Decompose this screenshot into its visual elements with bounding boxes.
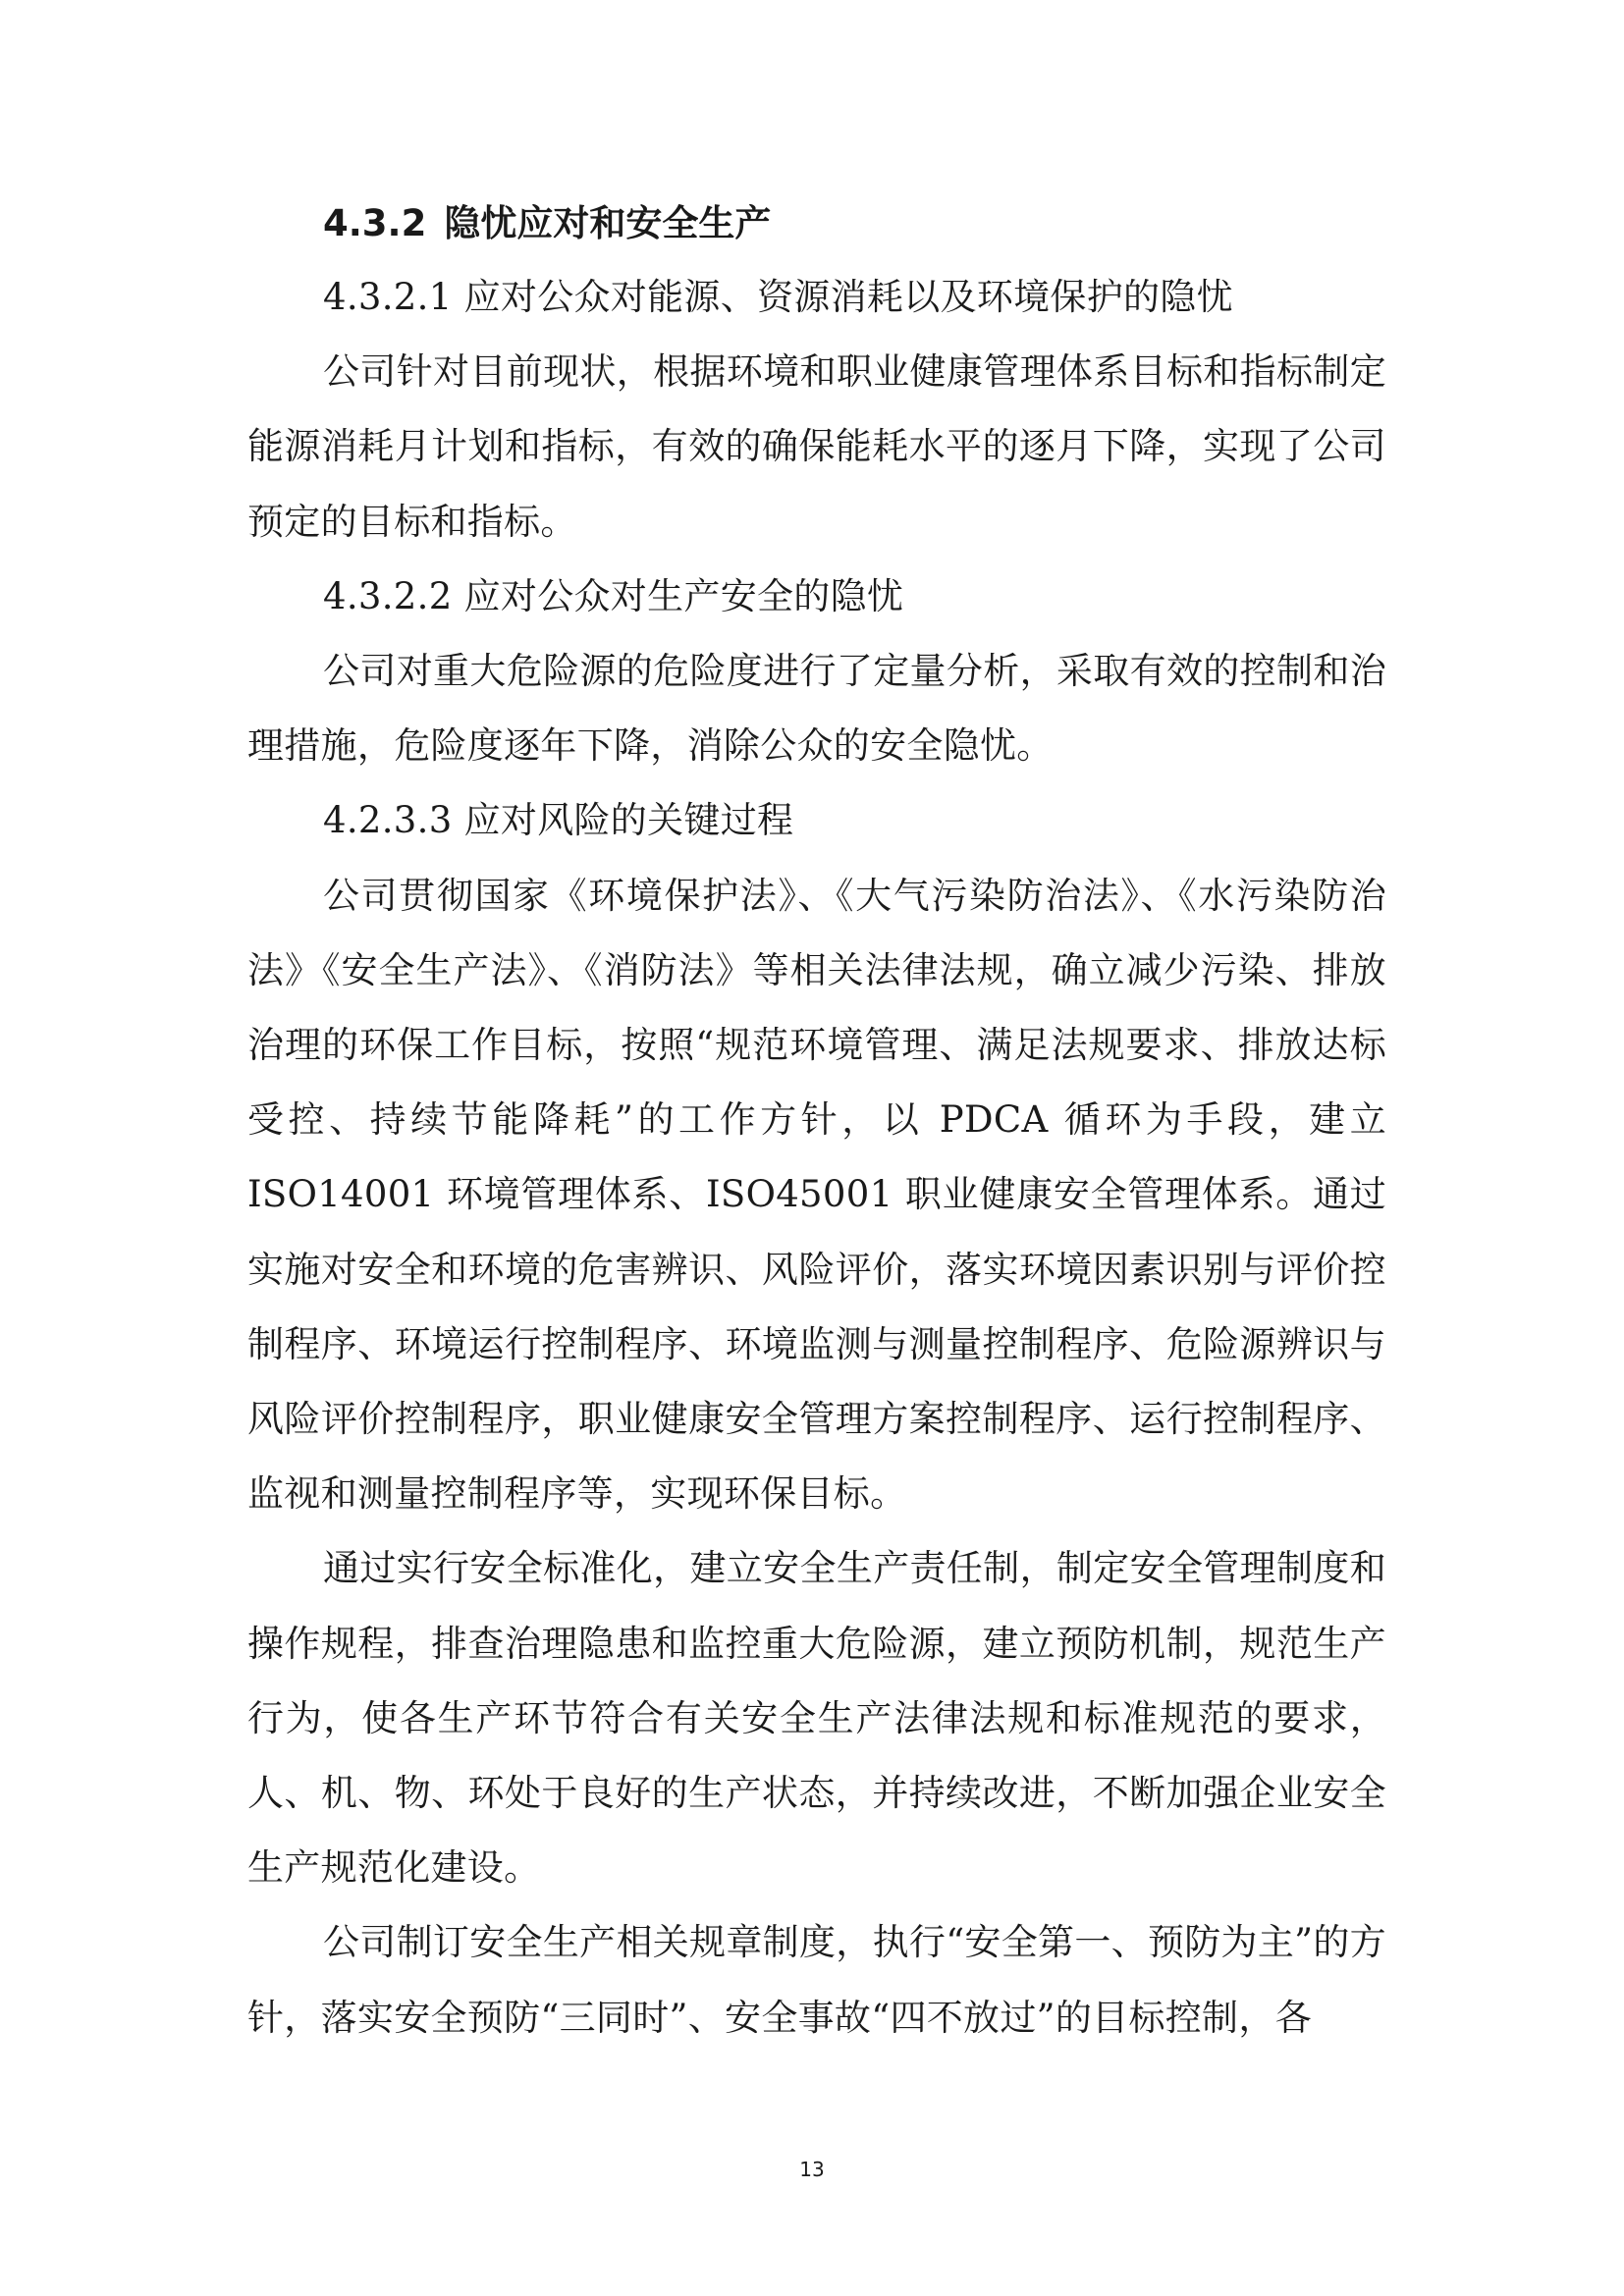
paragraph-safety-standardization: 通过实行安全标准化，建立安全生产责任制，制定安全管理制度和操作规程，排查治理隐患和监控重大危险源，建立预防机制，规范生产行为，使各生产环节符合有关安全生产法律法规和标准规范的要求，人、机、物、环处于良好的生产状态，并持续改进，不断加强企业安全生产规范化建设。 <box>247 1547 1386 1890</box>
page-content <box>247 187 1386 2056</box>
section-number: 4.3.2 <box>323 202 427 244</box>
paragraph-energy-consumption: 公司针对目前现状，根据环境和职业健康管理体系目标和指标制定能源消耗月计划和指标，有效的确保能耗水平的逐月下降，实现了公司预定的目标和指标。 <box>247 350 1386 543</box>
paragraph-safety-regulations: 公司制订安全生产相关规章制度，执行“安全第一、预防为主”的方针，落实安全预防“三同时”、安全事故“四不放过”的目标控制，各 <box>247 1921 1386 2039</box>
subsection-title-4-3-2-1: 4.3.2.1 应对公众对能源、资源消耗以及环境保护的隐忧 <box>323 276 1233 318</box>
section-heading <box>247 187 1386 260</box>
subsection-title-4-3-2-2: 4.3.2.2 应对公众对生产安全的隐忧 <box>323 574 904 617</box>
paragraph-hazard-analysis: 公司对重大危险源的危险度进行了定量分析，采取有效的控制和治理措施，危险度逐年下降，消除公众的安全隐忧。 <box>247 650 1386 768</box>
page-number: 13 <box>799 2158 825 2181</box>
subsection-title-4-2-3-3: 4.2.3.3 应对风险的关键过程 <box>323 799 794 842</box>
section-title: 隐忧应对和安全生产 <box>444 202 772 244</box>
paragraph-environmental-laws: 公司贯彻国家《环境保护法》、《大气污染防治法》、《水污染防治法》《安全生产法》、《消防法》等相关法律法规，确立减少污染、排放治理的环保工作目标，按照“规范环境管理、满足法规要求、排放达标受控、持续节能降耗”的工作方针，以 PDCA 循环为手段，建立 ISO14001 环境管理体系、ISO45001 职业健康安全管理体系。通过实施对安全和环境的危害辨识、风险评价，落实环境因素识别与评价控制程序、环境运行控制程序、环境监测与测量控制程序、危险源辨识与风险评价控制程序，职业健康安全管理方案控制程序、运行控制程序、监视和测量控制程序等，实现环保目标。 <box>247 874 1386 1516</box>
